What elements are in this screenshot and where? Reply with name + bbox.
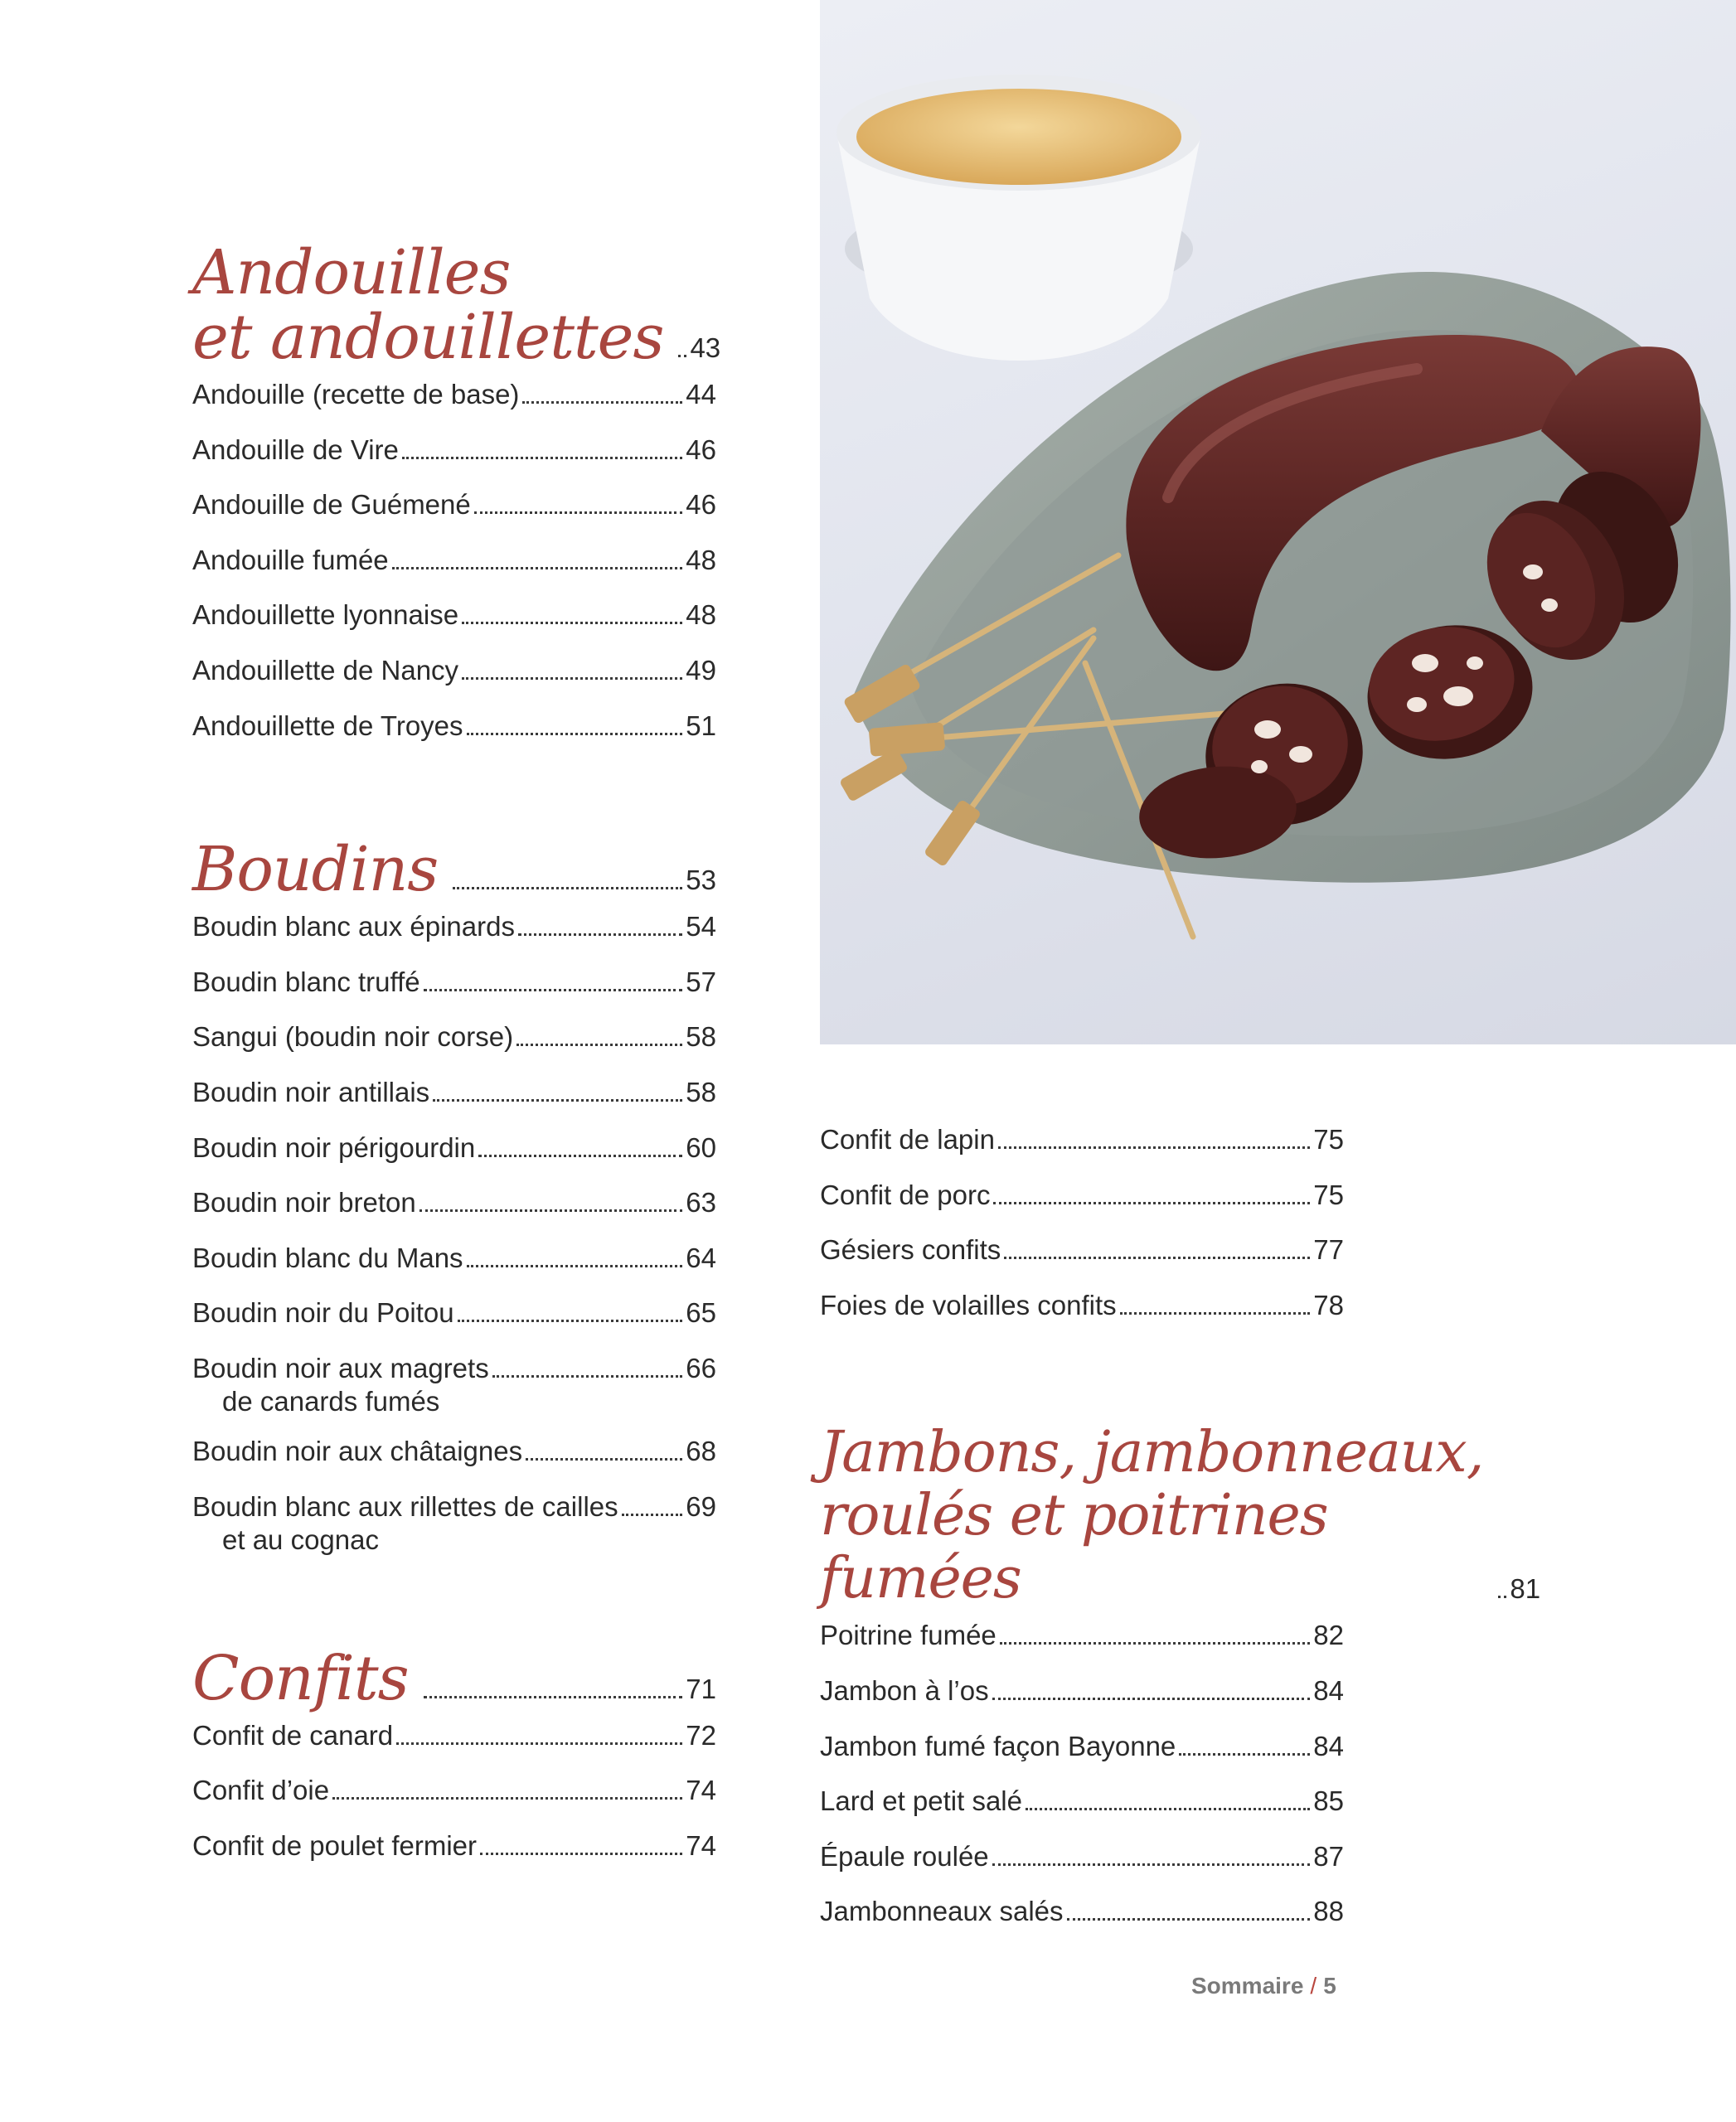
toc-entry[interactable]: Confit de poulet fermier 74 (192, 1829, 716, 1861)
toc-entry[interactable]: Andouillette de Nancy 49 (192, 654, 716, 686)
toc-left-column (192, 237, 721, 1876)
boudin-plate-illustration (820, 0, 1736, 1044)
toc-entry[interactable]: Confit de lapin 75 (820, 1124, 1344, 1155)
section-heading (192, 237, 721, 373)
toc-entry[interactable]: Confit de porc 75 (820, 1179, 1344, 1210)
section-title: Confits (192, 1642, 409, 1714)
toc-entry[interactable]: Andouille de Vire 46 (192, 434, 716, 465)
toc-entry[interactable]: Boudin blanc truffé 57 (192, 966, 716, 997)
footer-label: Sommaire (1191, 1973, 1304, 1998)
section-heading (820, 1420, 1541, 1612)
toc-entry[interactable]: Boudin blanc du Mans 64 (192, 1242, 716, 1273)
toc-entry[interactable]: Boudin noir antillais 58 (192, 1076, 716, 1107)
toc-entry[interactable]: Lard et petit salé 85 (820, 1785, 1344, 1817)
section-page: 43 (690, 332, 721, 363)
toc-entry[interactable]: Andouille de Guémené 46 (192, 489, 716, 521)
toc-entry[interactable]: Épaule roulée 87 (820, 1840, 1344, 1872)
toc-entry[interactable]: Jambon à l’os 84 (820, 1674, 1344, 1706)
section-page: 53 (686, 865, 716, 896)
toc-entry[interactable]: Jambonneaux salés 88 (820, 1896, 1344, 1927)
toc-entry[interactable]: Gésiers confits 77 (820, 1234, 1344, 1266)
toc-entry[interactable]: Boudin noir du Poitou 65 (192, 1297, 716, 1329)
section-confits (192, 1642, 716, 1877)
section-jambons (820, 1420, 1541, 1942)
toc-entry[interactable]: Boudin blanc aux épinards 54 (192, 911, 716, 942)
section-andouilles (192, 237, 721, 756)
toc-entry[interactable]: Confit de canard 72 (192, 1719, 716, 1751)
section-boudins (192, 834, 716, 1564)
toc-entry[interactable]: Andouille (recette de base) 44 (192, 379, 716, 409)
page-footer (1191, 1973, 1336, 1999)
footer-separator: / (1310, 1973, 1317, 1998)
toc-entry[interactable]: Boudin noir aux châtaignes 68 (192, 1435, 716, 1466)
toc-entry[interactable]: Andouillette de Troyes 51 (192, 710, 716, 741)
section-heading (192, 1642, 716, 1714)
section-title: Jambons, jambonneaux, roulés et poitrines fumées (820, 1420, 1484, 1612)
section-page: 81 (1510, 1573, 1541, 1605)
toc-entry[interactable]: Confit d’oie 74 (192, 1775, 716, 1806)
toc-entry[interactable]: Andouille fumée 48 (192, 544, 716, 575)
section-title: Andouilles et andouillettes (192, 237, 664, 373)
section-page: 71 (686, 1673, 716, 1704)
toc-entry[interactable]: Foies de volailles confits 78 (820, 1289, 1344, 1320)
food-photo (820, 0, 1736, 1044)
toc-entry[interactable]: Poitrine fumée 82 (820, 1620, 1344, 1651)
section-title: Boudins (192, 834, 439, 906)
toc-entry[interactable]: Boudin noir périgourdin 60 (192, 1131, 716, 1163)
toc-entry[interactable]: Boudin blanc aux rillettes de cailles et au cognac 69 (192, 1490, 716, 1555)
toc-entry[interactable]: Andouillette lyonnaise 48 (192, 599, 716, 631)
section-confits-continued (820, 1115, 1344, 1335)
apple-compote (856, 89, 1181, 185)
toc-right-column (820, 1115, 1541, 1942)
toc-entry[interactable]: Boudin noir aux magrets de canards fumés 66 (192, 1352, 716, 1417)
page-number: 5 (1323, 1973, 1336, 1998)
toc-entry[interactable]: Jambon fumé façon Bayonne 84 (820, 1730, 1344, 1761)
toc-entry[interactable]: Boudin noir breton 63 (192, 1187, 716, 1218)
toc-entry[interactable]: Sangui (boudin noir corse) 58 (192, 1021, 716, 1053)
section-heading (192, 834, 716, 906)
